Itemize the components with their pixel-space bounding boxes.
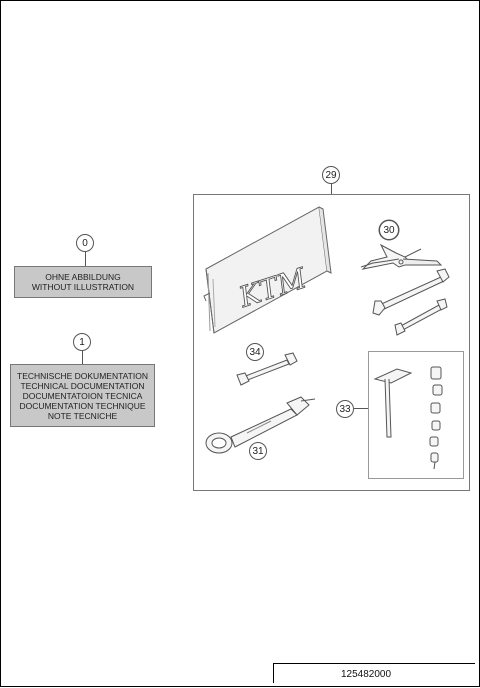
footer-tick <box>273 663 274 683</box>
open-end-wrench-drawing <box>237 353 297 385</box>
wrench-lower-drawing <box>395 299 447 335</box>
pliers-drawing <box>361 245 441 269</box>
callout-1[interactable]: 1 <box>73 333 91 351</box>
label-line: DOCUMENTATOION TECNICA <box>22 390 143 401</box>
callout-34[interactable]: 34 <box>246 343 264 361</box>
svg-text:KTM: KTM <box>235 261 311 314</box>
document-number: 125482000 <box>341 669 392 680</box>
label-line: DOCUMENTATION TECHNIQUE <box>19 400 146 411</box>
callout-33[interactable]: 33 <box>336 400 354 418</box>
callout-0[interactable]: 0 <box>76 234 94 252</box>
label-line: TECHNICAL DOCUMENTATION <box>20 380 145 391</box>
callout-31[interactable]: 31 <box>249 442 267 460</box>
label-line: WITHOUT ILLUSTRATION <box>31 282 135 292</box>
callout-30[interactable]: 30 <box>379 220 399 240</box>
manual-folder-drawing <box>204 207 331 333</box>
tool-illustrations <box>1 1 480 688</box>
t-handle-drawing <box>375 369 411 437</box>
footer-rule <box>273 663 475 664</box>
label-line: NOTE TECNICHE <box>47 410 118 421</box>
bit-set-drawing <box>430 367 442 469</box>
label-line: TECHNISCHE DOKUMENTATION <box>17 370 148 381</box>
label-line: OHNE ABBILDUNG <box>45 272 121 282</box>
callout-29[interactable]: 29 <box>322 166 340 184</box>
leader-line-33 <box>354 408 368 409</box>
